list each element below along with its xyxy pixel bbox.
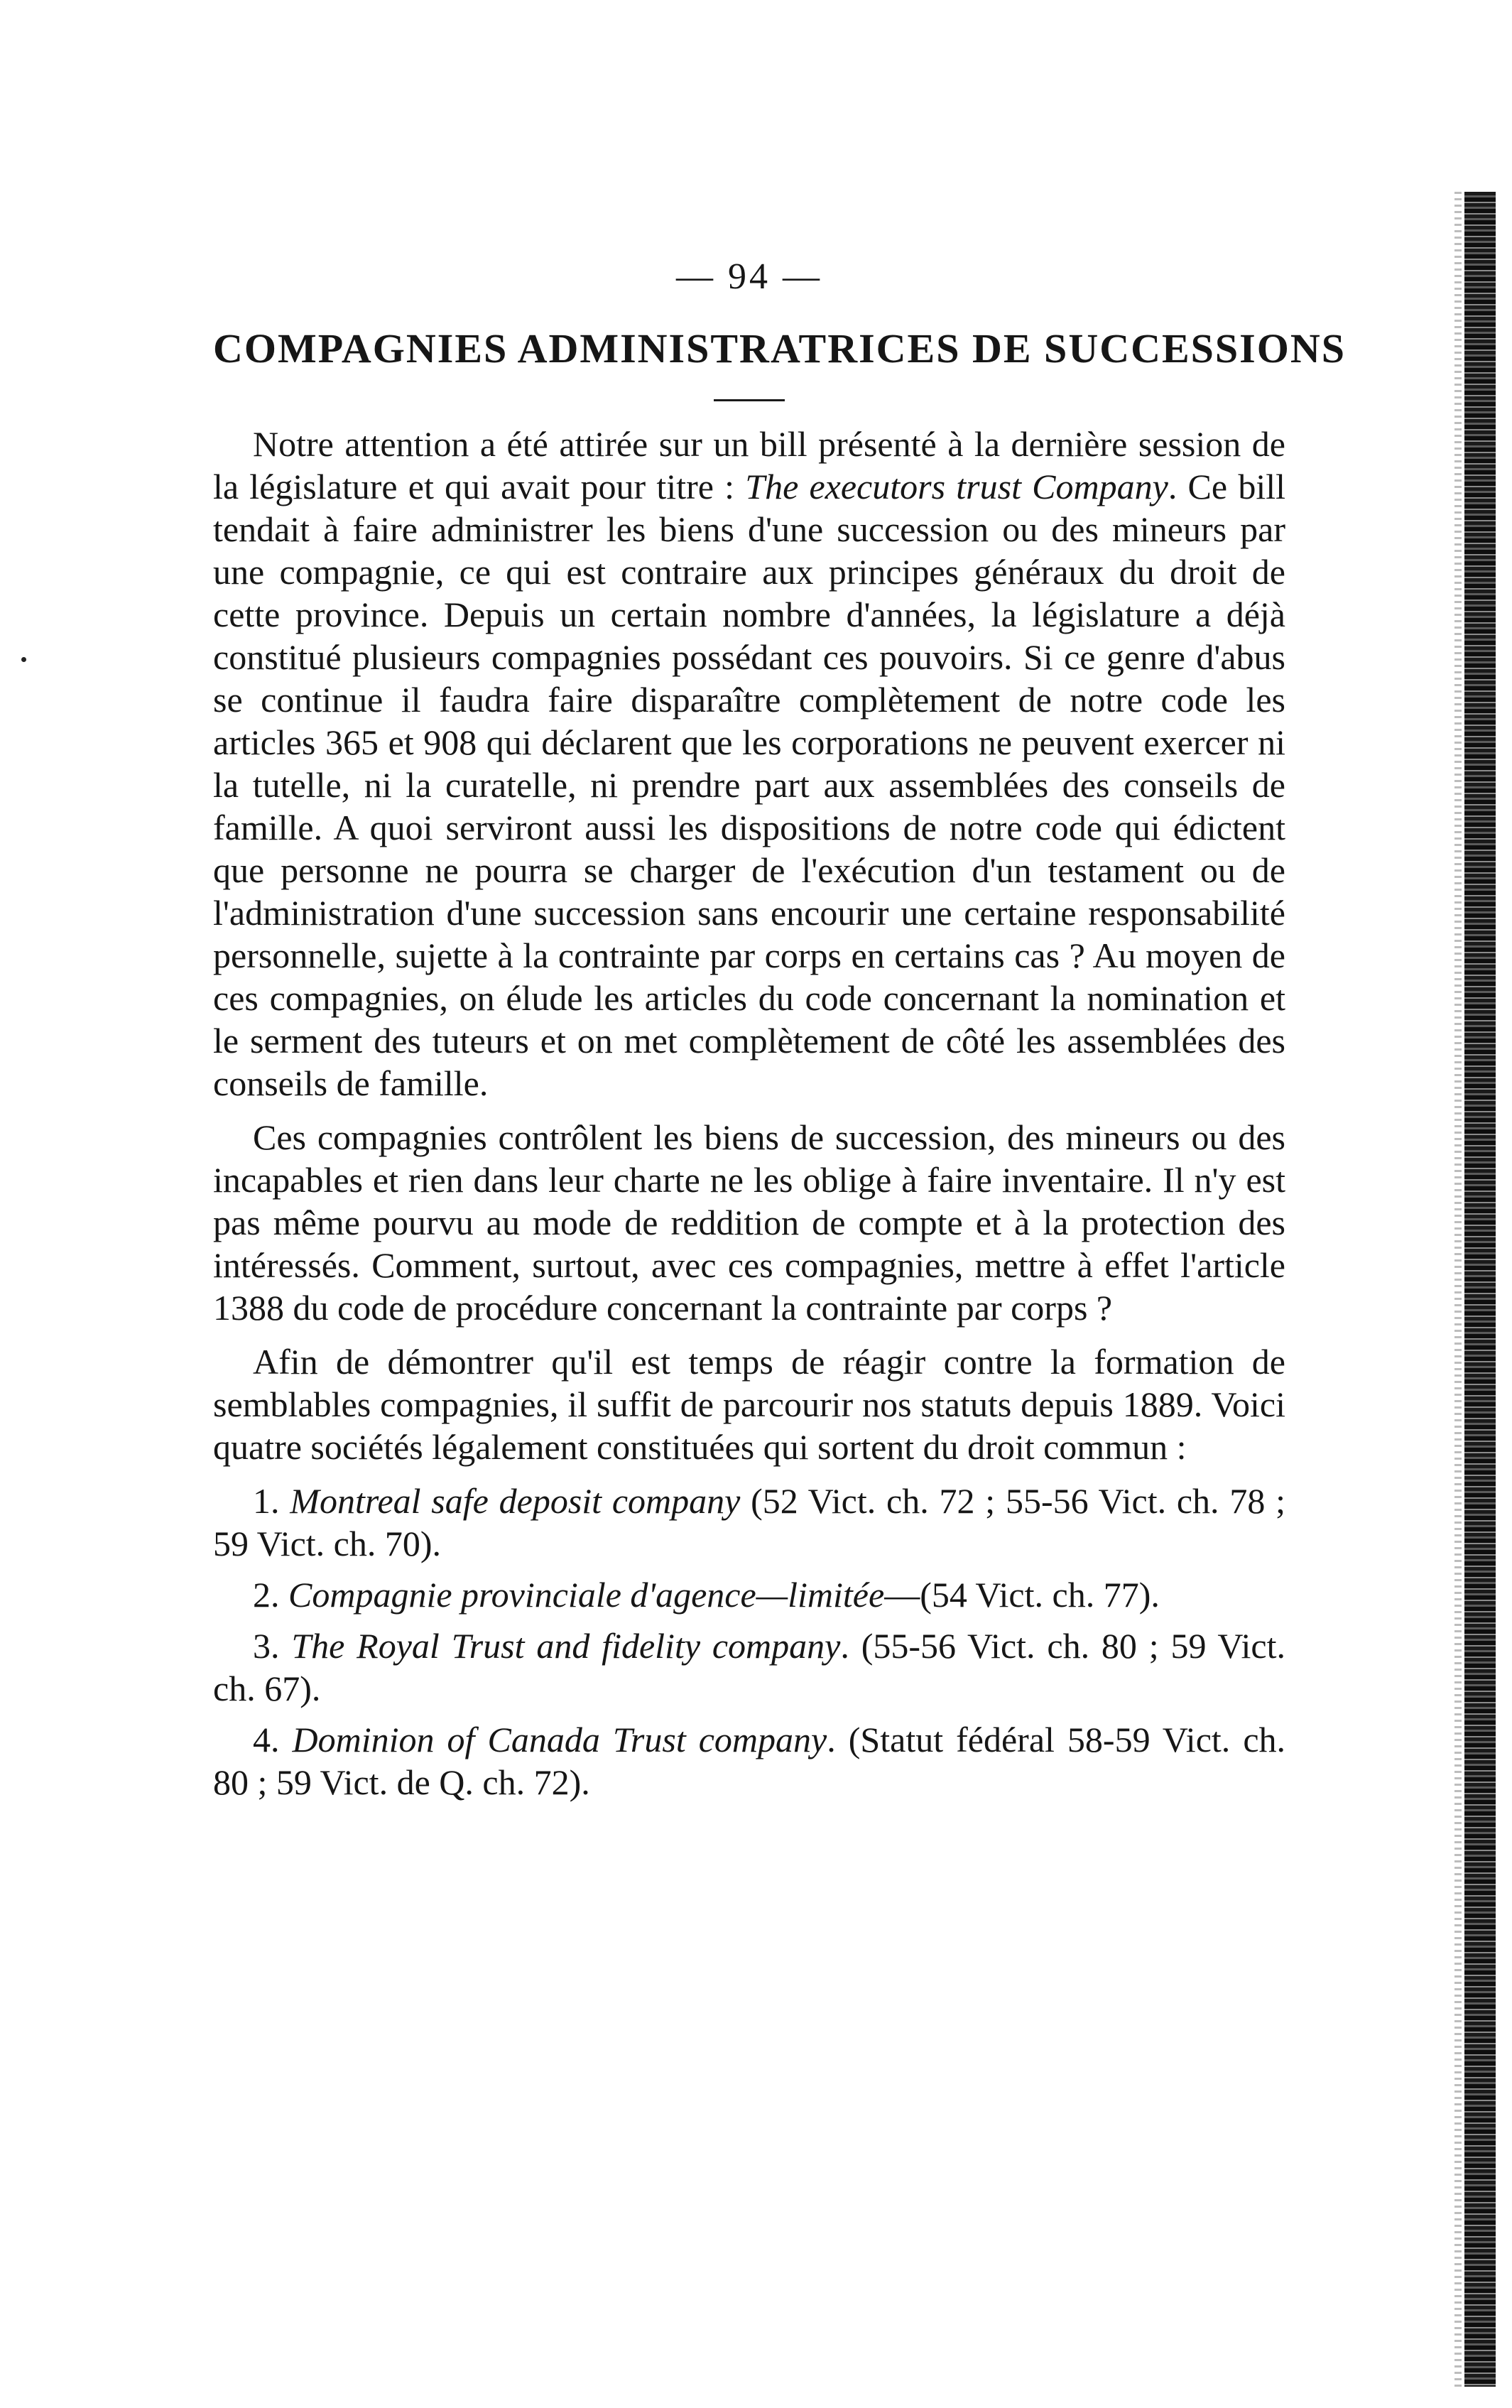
title-rule	[714, 399, 785, 401]
list-item-number: 2.	[253, 1575, 280, 1615]
text-block	[213, 256, 1347, 1946]
list-item-number: 1.	[253, 1481, 280, 1521]
list-item-reference: —(54 Vict. ch. 77).	[884, 1575, 1160, 1615]
list-item	[213, 1718, 1285, 1804]
paragraph-1-text-a: Notre attention a été attirée sur un bill présenté à la dernière session de la législature et qui avait pour titre :	[213, 424, 1285, 506]
book-binding-edge	[1464, 192, 1496, 2387]
page-title: COMPAGNIES ADMINISTRATRICES DE SUCCESSIONS	[213, 325, 1347, 371]
paragraph-3: Afin de démontrer qu'il est temps de réagir contre la formation de semblables compagnies, il suffit de parcourir nos statuts depuis 1889. Voici quatre sociétés légalement constituées qui sortent du droit commun :	[213, 1342, 1285, 1467]
list-item-name: The Royal Trust and fidelity company	[291, 1626, 841, 1666]
list-item-number: 4.	[253, 1720, 280, 1759]
paragraph-1	[213, 423, 1285, 1105]
list-item-number: 3.	[253, 1626, 280, 1666]
list-item-reference: . (Statut fédéral 58-59 Vict. ch. 80 ; 59 Vict. de Q. ch. 72).	[213, 1720, 1286, 1802]
margin-speck	[21, 657, 26, 662]
list-item-name: Montreal safe deposit company	[290, 1481, 741, 1521]
paragraph-1-text-c: . Ce bill tendait à faire administrer les biens d'une succession ou des mineurs par une compagnie, ce qui est contraire aux principes généraux du droit de cette province. Depuis un certain nombre d'années, la législature a déjà constitué plusieurs compagnies possédant ces pouvoirs. Si ce genre d'abus se continue il faudra faire disparaître complètement de notre code les articles 365 et 908 qui déclarent que les corporations ne peuvent exercer ni la tutelle, ni la curatelle, ni prendre part aux assemblées des conseils de famille. A quoi serviront aussi les dispositions de notre code qui édictent que personne ne pourra se charger de l'exécution d'un testament ou de l'administration d'une succession sans encourir une certaine responsabilité personnelle, sujette à la contrainte par corps en certains cas ? Au moyen de ces compagnies, on élude les articles du code concernant la nomination et le serment des tuteurs et on met complètement de côté les assemblées des conseils de famille.	[213, 467, 1285, 1103]
list-item-name: Dominion of Canada Trust company	[292, 1720, 827, 1759]
list-item	[213, 1573, 1285, 1616]
list-item-reference: . (55-56 Vict. ch. 80 ; 59 Vict. ch. 67).	[213, 1626, 1285, 1708]
list-item-name: Compagnie provinciale d'agence—limitée	[288, 1575, 885, 1615]
paragraph-2: Ces compagnies contrôlent les biens de succession, des mineurs ou des incapables et rien dans leur charte ne les oblige à faire inventaire. Il n'y est pas même pourvu au mode de reddition de compte et à la protection des intéressés. Comment, surtout, avec ces compagnies, mettre à effet l'article 1388 du code de procédure concernant la contrainte par corps ?	[213, 1117, 1285, 1328]
list-item	[213, 1625, 1285, 1710]
list-item-reference: (52 Vict. ch. 72 ; 55-56 Vict. ch. 78 ; 59 Vict. ch. 70).	[213, 1481, 1286, 1563]
list-item	[213, 1480, 1285, 1565]
bill-title: The executors trust Company	[745, 467, 1168, 506]
page-number: — 94 —	[676, 256, 822, 297]
page-edge-shadow	[1454, 192, 1462, 2387]
